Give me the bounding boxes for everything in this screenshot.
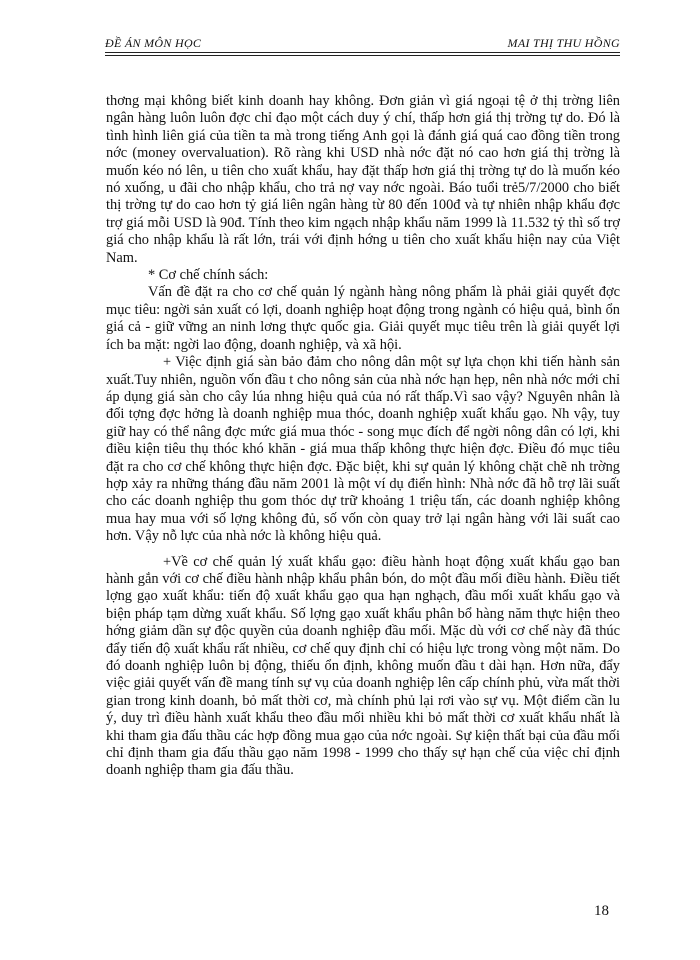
header-author-name: MAI THỊ THU HỒNG [507,36,620,50]
header-divider-second [105,55,620,56]
paragraph-floor-price: + Việc định giá sàn bảo đảm cho nông dân một sự lựa chọn khi tiến hành sản xuất.Tuy nhiên, nguồn vốn đầu t cho nông sản của nhà nớc hạn hẹp, nên nhà nớc mới chỉ áp dụng giá sàn cho cây lúa nhng hiệu quả của nó rất thấp.Vì sao vậy? Nguyên nhân là đối tợng đợc hởng là doanh nghiệp mua thóc, doanh nghiệp xuất khẩu gạo. Nh vậy, tuy giữ hay có thể nâng đợc mức giá mua thóc - song mục đích để ngời nông dân có lợi, khi điều kiện tiêu thụ thóc khó khăn - giá mua thấp không thực hiện đợc. Điều đó mục tiêu đặt ra cho cơ chế không thực hiện đợc. Đặc biệt, khi sự quản lý không chặt chẽ nh trờng hợp xảy ra những tháng đầu năm 2001 là một ví dụ điển hình: Nhà nớc đã hỗ trợ lãi suất cho các doanh nghiệp thu gom thóc dự trữ khoảng 1 triệu tấn, các doanh nghiệp không mua hay mua với số lợng không đủ, số vốn còn quay trở lại ngân hàng với lãi suất cao hơn. Vậy nỗ lực của nhà nớc là không hiệu quả. [106,354,620,545]
paragraph-exchange-rate: thơng mại không biết kinh doanh hay không. Đơn giản vì giá ngoại tệ ở thị trờng liên ngân hàng luôn luôn đợc chỉ đạo một cách duy ý chí, thấp hơn giá thị trờng tự do. Đó là tình hình liên giá của tiền ta mà trong tiếng Anh gọi là đánh giá quá cao đồng tiền trong nớc (money overvaluation). Rõ ràng khi USD nhà nớc đặt nó cao hơn giá thị trờng là muốn kéo nó lên, u tiên cho xuất khẩu, hay đặt thấp hơn giá thị trờng tự do là muốn kéo nó xuống, u đãi cho nhập khẩu, cho trả nợ vay nớc ngoài. Báo tuổi trẻ5/7/2000 cho biết thị trờng tự do cao hơn tỷ giá liên ngân hàng từ 80 đến 100đ và tự nhiên nhập khẩu đợc trợ giá mỗi USD là 90đ. Tính theo kim ngạch nhập khẩu năm 1999 là 11.532 tỷ thì số trợ giá cho nhập khẩu là rất lớn, trái với định hớng u tiên cho xuất khẩu hiện nay của Việt Nam. [106,93,620,266]
document-body [106,93,620,780]
section-heading-policy-mechanism: * Cơ chế chính sách: [148,267,269,284]
page-header [105,36,620,56]
page-number: 18 [594,903,609,919]
header-divider [105,52,620,53]
paragraph-rice-export-management: +Về cơ chế quản lý xuất khẩu gạo: điều hành hoạt động xuất khẩu gạo ban hành gắn với cơ chế điều hành nhập khẩu phân bón, do một đầu mối điều hành. Điều tiết lợng gạo xuất khẩu: tiến độ xuất khẩu gạo qua hạn nghạch, đầu mối xuất khẩu gạo và biện pháp tạm dừng xuất khẩu. Số lợng gạo xuất khẩu phân bổ hàng năm thực hiện theo hớng giảm dần sự độc quyền của doanh nghiệp đầu mối. Mặc dù với cơ chế này đã thúc đẩy tiến độ xuất khẩu rất nhiều, cơ chế quy định chỉ có hiệu lực trong vòng một năm. Do đó doanh nghiệp luôn bị động, thiếu ổn định, không muốn đầu t dài hạn. Hơn nữa, đẩy việc giải quyết vấn đề mang tính sự vụ của doanh nghiệp lên cấp chính phủ, vừa mất thời gian trong kinh doanh, bỏ mất thời cơ, mà chính phủ lại rơi vào sự vụ. Một điểm cần lu ý, duy trì điều hành xuất khẩu theo đầu mối nhiều khi bỏ mất thời cơ xuất khẩu nhất là khi tham gia đấu thầu các hợp đồng mua gạo của nớc ngoài. Sự kiện thất bại của đầu mối chỉ định tham gia đấu thầu gạo năm 1998 - 1999 cho thấy sự hạn chế của việc chỉ định doanh nghiệp tham gia đấu thầu. [106,553,620,779]
paragraph-management-goals: Vấn đề đặt ra cho cơ chế quản lý ngành hàng nông phẩm là phải giải quyết đợc mục tiêu: ngời sản xuất có lợi, doanh nghiệp hoạt động trong ngành có hiệu quả, bình ổn giá cả - giữ vững an ninh lơng thực quốc gia. Giải quyết mục tiêu trên là giải quyết lợi ích ba mặt: ngời lao động, doanh nghiệp, và xã hội. [106,284,620,353]
header-course-title: ĐỀ ÁN MÔN HỌC [105,36,202,50]
